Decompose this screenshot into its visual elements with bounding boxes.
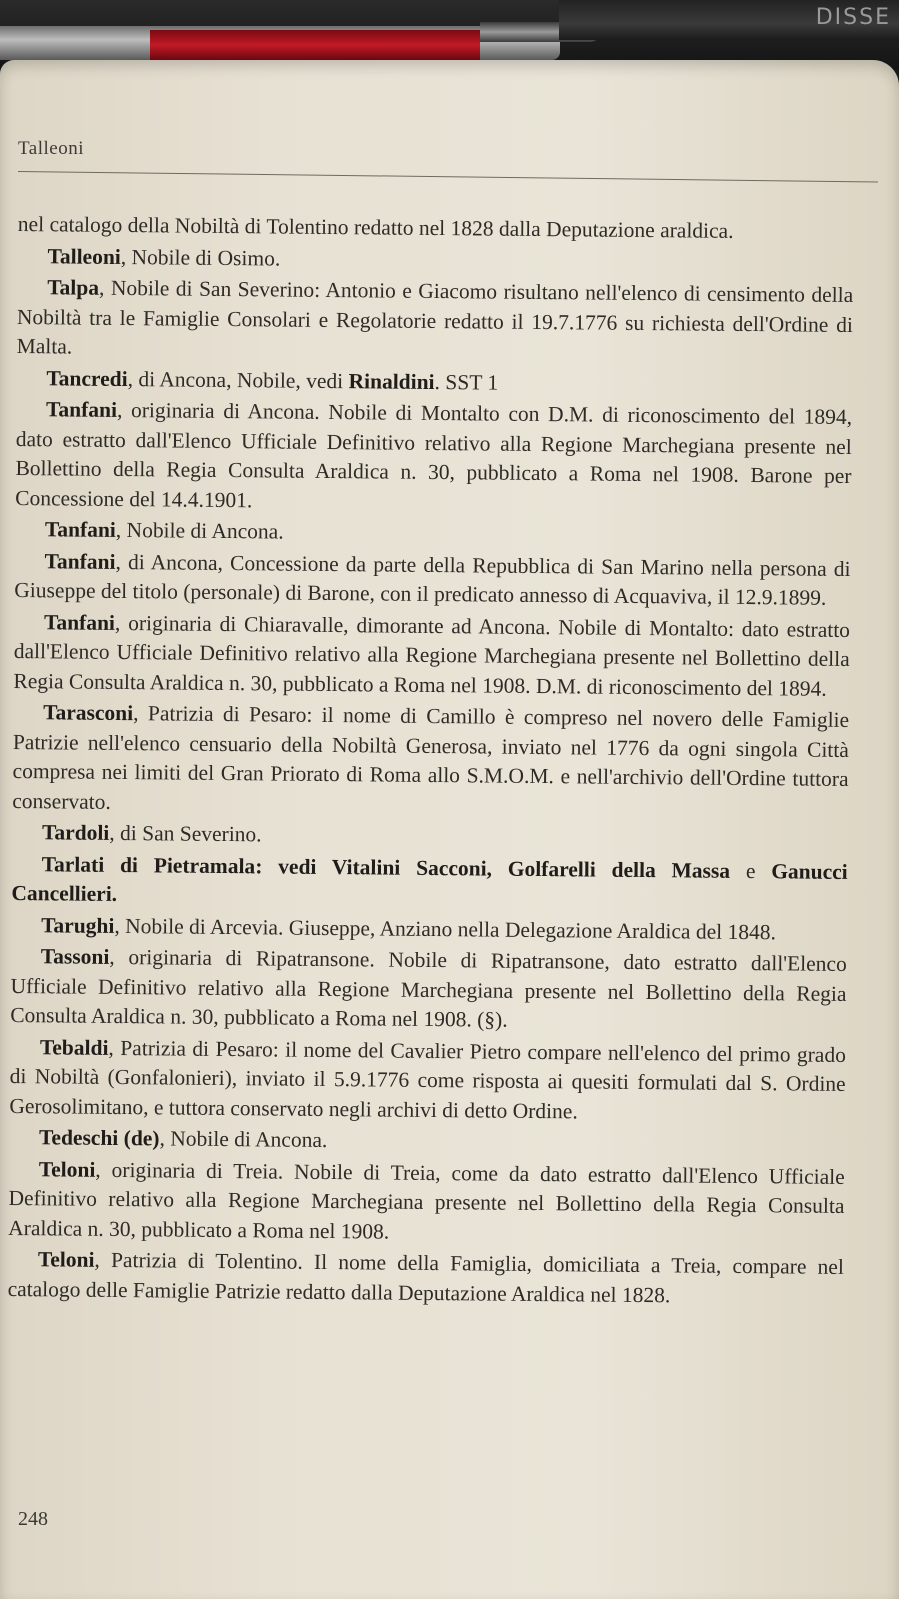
entry-surname: Talpa [47, 275, 100, 300]
entries-text [7, 210, 853, 1314]
entry-surname: Talleoni [47, 243, 121, 269]
entry-surname: Tardoli [41, 820, 110, 845]
entry-crossref: Vitalini Sacconi [331, 854, 487, 881]
entry-text: , Patrizia di Tolentino. Il nome della Famiglia, domiciliata a Treia, compare nel catalogo delle Famiglie Patrizie redatto dalla Deputazione Araldica nel 1828. [7, 1247, 845, 1307]
entry-surname: Tanfani [44, 548, 116, 574]
entry [12, 698, 849, 824]
page-number: 248 [18, 1508, 48, 1530]
entry-text: , originaria di Treia. Nobile di Treia, come da dato estratto dall'Elenco Ufficiale Definitivo relativo alla Regione Marchegiana presente nel Bollettino della Regia Consulta Araldica n. 30, pubblicato a Roma nel 1908. [8, 1157, 845, 1244]
entry-text: , Nobile di Ancona. [115, 517, 284, 544]
entry-text: , di San Severino. [109, 820, 262, 847]
entry-text: nel catalogo della Nobiltà di Tolentino redatto nel 1828 dalla Deputazione araldica. [17, 211, 734, 243]
entry [15, 395, 852, 521]
entry-crossref: Golfarelli della Massa [507, 856, 731, 883]
entry-surname: Teloni [37, 1247, 95, 1272]
entry-surname: Tanfani [45, 397, 118, 422]
header-rule [18, 171, 878, 183]
entry [7, 1245, 844, 1312]
entry-text: , Patrizia di Pesaro: il nome di Camillo è compreso nel novero delle Famiglie Patrizie nell'elenco censuario della Nobiltà Generosa, inviato nel 1776 da ogni singola Città compresa nei limiti del Gran Priorato di Roma allo S.M.O.M. e nell'archivio dell'Ordine tuttora conservato. [12, 701, 850, 814]
entry-surname: Teloni [38, 1156, 96, 1182]
entry-crossref: Ganucci Cancellieri [11, 858, 848, 906]
entry [10, 942, 847, 1039]
entry-text: , Patrizia di Pesaro: il nome del Cavalier Pietro compare nell'elenco del primo grado di Nobiltà (Gonfalonieri), inviato il 5.9.1776 come risposta ai quesiti formulati dal S. Ordine Gerosolimitano, e tuttora conservato negli archivi di detto Ordine. [9, 1035, 847, 1123]
entry-text: , Nobile di Osimo. [120, 244, 281, 271]
entry-surname: Tassoni [40, 944, 110, 969]
entry-surname: Tanfani [43, 609, 116, 635]
entry-text: , [486, 856, 508, 881]
entry-surname: Tarlati di Pietramala [41, 851, 256, 878]
entry [17, 273, 854, 370]
entry [13, 607, 850, 704]
entry-surname: Tarasconi [43, 700, 134, 726]
entry-text: . [111, 881, 118, 906]
book-edge: DISSE [559, 0, 899, 40]
entry-surname: Tanfani [44, 517, 116, 542]
entry-crossref: Rinaldini [348, 368, 435, 394]
entry-surname: Tarughi [41, 912, 115, 938]
entry-text: , Nobile di Arcevia. Giuseppe, Anziano nella Delegazione Araldica del 1848. [114, 913, 777, 944]
entry-text: , Nobile di Ancona. [159, 1126, 328, 1153]
entry-text: . SST 1 [434, 369, 499, 395]
entry-text: , originaria di Ancona. Nobile di Montalto con D.M. di riconoscimento del 1894, dato estratto dall'Elenco Ufficiale Definitivo relativo alla Regione Marchegiana presente nel Bollettino della Regia Consulta Araldica n. 30, pubblicato a Roma nel 1908. Barone per Concessione del 14.4.1901. [15, 397, 853, 512]
entry-text: : vedi [255, 853, 332, 879]
entry-surname: Tebaldi [39, 1034, 109, 1060]
entry-surname: Tedeschi (de) [38, 1125, 160, 1151]
entry [14, 546, 851, 613]
entry-text: , originaria di Ripatransone. Nobile di Ripatransone, dato estratto dall'Elenco Ufficiale Definitivo relativo alla Regione Marchegiana presente nel Bollettino della Regia Consulta Araldica n. 30, pubblicato a Roma nel 1908. (§). [10, 944, 847, 1032]
entry-text: , originaria di Chiaravalle, dimorante ad Ancona. Nobile di Montalto: dato estratto dall'Elenco Ufficiale Definitivo relativo alla Regione Marchegiana presente nel Bollettino della Regia Consulta Araldica n. 30, pubblicato a Roma nel 1908. D.M. di riconoscimento del 1894. [13, 610, 851, 701]
running-head: Talleoni [18, 138, 84, 159]
pen-red-band [150, 30, 480, 60]
book-page [0, 60, 899, 1599]
entry-text: , Nobile di San Severino: Antonio e Giacomo risultano nell'elenco di censimento della Nobiltà tra le Famiglie Consolari e Regolatorie redatto il 19.7.1776 su richiesta dell'Ordine di Malta. [16, 275, 854, 359]
entry-text: , di Ancona, Nobile, vedi [127, 366, 349, 393]
entry [9, 1032, 846, 1129]
entry [11, 849, 848, 916]
entry-text: e [730, 858, 772, 883]
entry [8, 1154, 845, 1251]
entry-surname: Tancredi [46, 365, 128, 391]
entry-text: , di Ancona, Concessione da parte della Repubblica di San Marino nella persona di Giuseppe del titolo (personale) di Barone, con il predicato annesso di Acquaviva, il 12.9.1899. [14, 549, 851, 610]
